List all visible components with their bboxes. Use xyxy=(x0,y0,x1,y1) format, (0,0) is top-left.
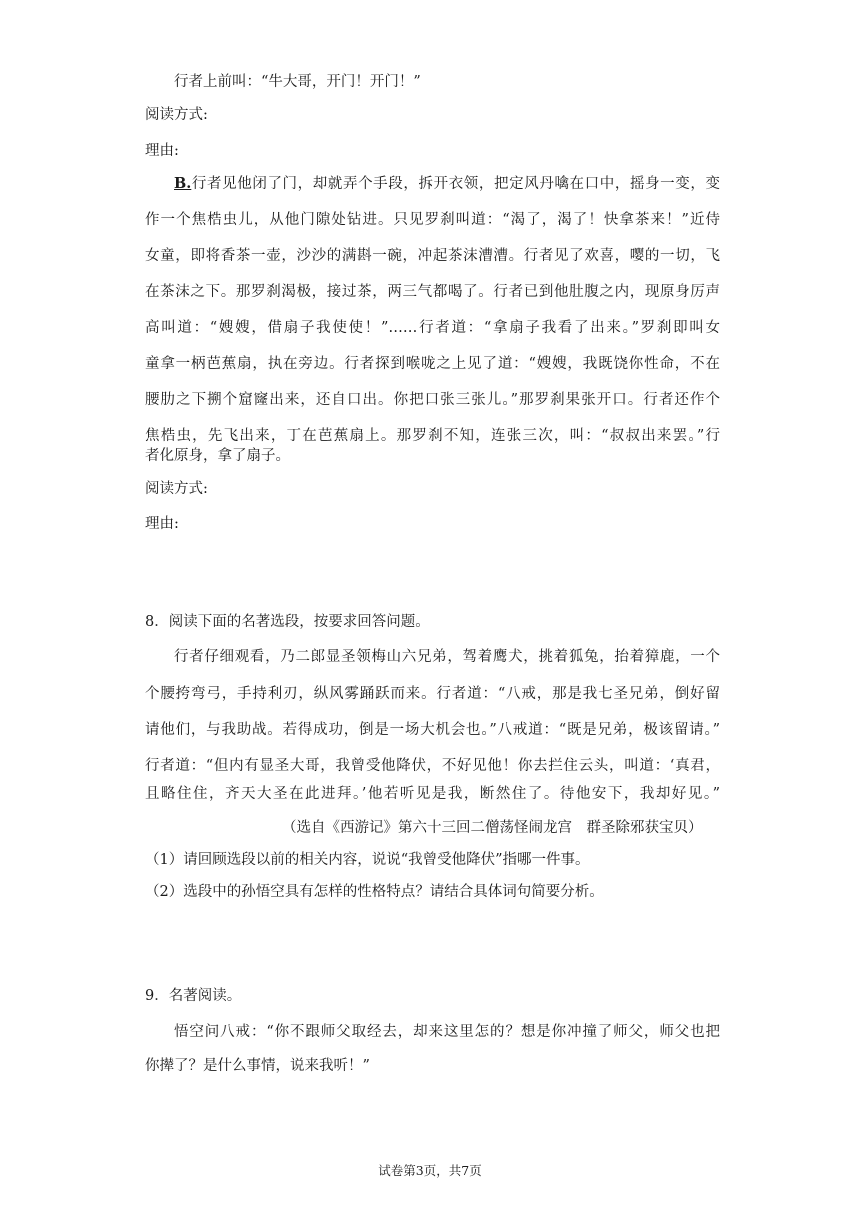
passage-a-last-line: 行者上前叫：“牛大哥，开门！开门！” xyxy=(174,74,421,90)
question-9-line-2: 你撵了？是什么事情，说来我听！” xyxy=(145,1058,370,1074)
passage-a-reason-label: 理由: xyxy=(145,143,179,159)
question-8-heading: 8．阅读下面的名著选段，按要求回答问题。 xyxy=(145,614,430,630)
passage-b-reason-label: 理由: xyxy=(145,516,179,532)
question-8-sub-question-1: （1）请回顾选段以前的相关内容，说说“我曾受他降伏”指哪一件事。 xyxy=(145,852,590,868)
passage-b-line-5: 高叫道：“嫂嫂，借扇子我使使！”……行者道：“拿扇子我看了出来。”罗刹即叫女 xyxy=(145,320,720,336)
page-footer: 试卷第3页，共7页 xyxy=(378,1163,482,1178)
question-8-line-4: 行者道：“但内有显圣大哥，我曾受他降伏，不好见他！你去拦住云头，叫道：‘真君， xyxy=(145,758,720,774)
passage-b-line-7: 腰肋之下搠个窟窿出来，还自口出。你把口张三张儿。”那罗刹果张开口。行者还作个 xyxy=(145,392,720,408)
question-8-sub-question-2: （2）选段中的孙悟空具有怎样的性格特点？请结合具体词句简要分析。 xyxy=(145,884,604,900)
passage-b-line-4: 在茶沫之下。那罗刹渴极，接过茶，两三气都喝了。行者已到他肚腹之内，现原身厉声 xyxy=(145,284,720,300)
passage-b-line-6: 童拿一柄芭蕉扇，执在旁边。行者探到喉咙之上见了道：“嫂嫂，我既饶你性命，不在 xyxy=(145,356,720,372)
passage-b-line-2: 作一个焦梏虫儿，从他门隙处钻进。只见罗刹叫道：“渴了，渴了！快拿茶来！”近侍 xyxy=(145,212,720,228)
passage-b-line-1: B.行者见他闭了门，却就弄个手段，拆开衣领，把定风丹噙在口中，摇身一变，变 xyxy=(174,175,720,192)
question-8-line-5: 且略住住，齐天大圣在此进拜。’他若听见是我，断然住了。待他安下，我却好见。” xyxy=(145,786,720,802)
passage-b-label: B. xyxy=(174,175,192,192)
passage-b-line-3: 女童，即将香茶一壶，沙沙的满斟一碗，冲起茶沫漕漕。行者见了欢喜，嘤的一切，飞 xyxy=(145,248,720,264)
passage-b-line-9: 者化原身，拿了扇子。 xyxy=(145,448,290,464)
question-9-line-1: 悟空问八戒：“你不跟师父取经去，却来这里怎的？想是你冲撞了师父，师父也把 xyxy=(174,1024,720,1040)
question-8-source: （选自《西游记》第六十三回二僧荡怪闹龙宫 群圣除邪获宝贝） xyxy=(282,820,703,836)
question-8-line-2: 个腰挎弯弓，手持利刃，纵风雾踊跃而来。行者道：“八戒，那是我七圣兄弟，倒好留 xyxy=(145,686,720,702)
question-8-line-3: 请他们，与我助战。若得成功，倒是一场大机会也。”八戒道：“既是兄弟，极该留请。” xyxy=(145,722,720,738)
passage-b-reading-method-label: 阅读方式: xyxy=(145,481,208,497)
passage-b-line-8: 焦梏虫，先飞出来，丁在芭蕉扇上。那罗刹不知，连张三次，叫：“叔叔出来罢。”行 xyxy=(145,428,720,444)
question-9-heading: 9．名著阅读。 xyxy=(145,988,242,1004)
question-8-line-1: 行者仔细观看，乃二郎显圣领梅山六兄弟，驾着鹰犬，挑着狐兔，抬着獐鹿，一个 xyxy=(174,649,720,665)
passage-a-reading-method-label: 阅读方式: xyxy=(145,107,208,123)
